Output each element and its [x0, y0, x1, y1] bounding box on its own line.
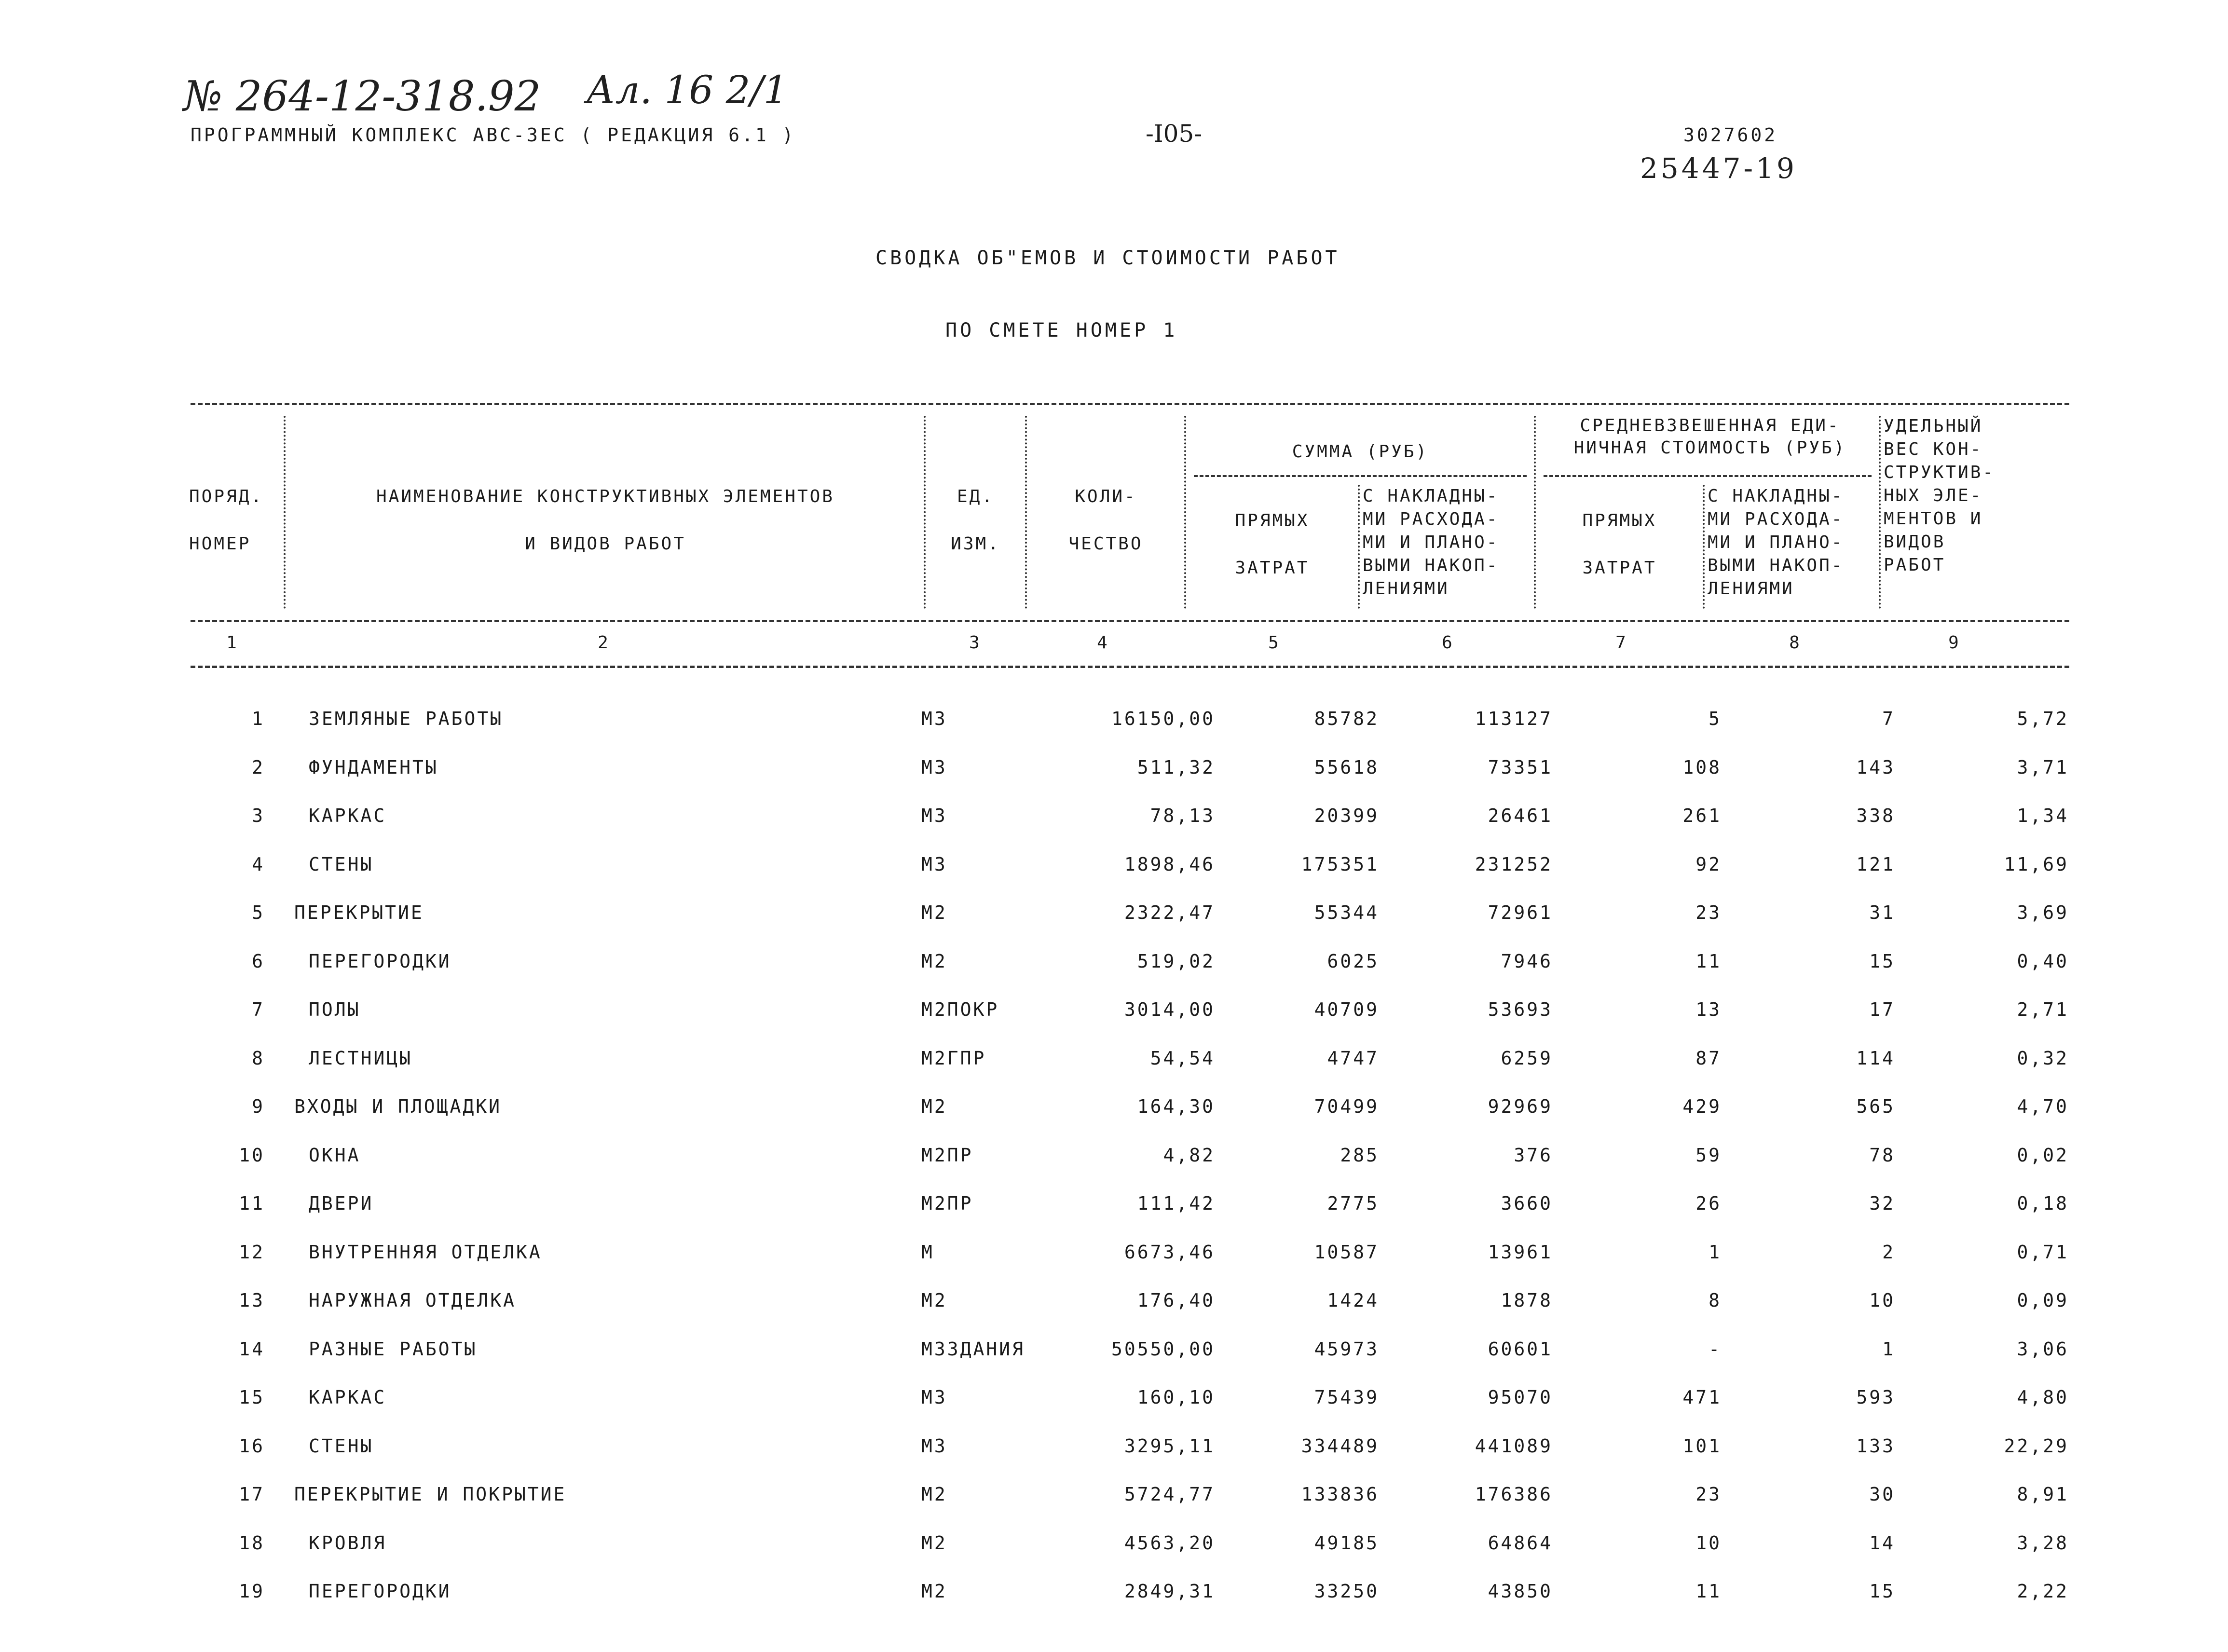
row-overhead-cost: 43850: [1488, 1581, 1553, 1602]
row-weight: 3,71: [2017, 756, 2069, 778]
column-number: 2: [598, 633, 608, 653]
row-overhead-cost: 6259: [1501, 1047, 1553, 1069]
row-unit: М2: [921, 1290, 947, 1311]
row-direct-cost: 55618: [1314, 756, 1379, 778]
document-subtitle: ПО СМЕТЕ НОМЕР 1: [945, 319, 1178, 341]
doc-code: 3027602: [1683, 124, 1778, 146]
row-avg-direct: -: [1709, 1338, 1722, 1360]
row-unit: М2: [921, 1581, 947, 1602]
row-unit: М3ЗДАНИЯ: [921, 1338, 1025, 1360]
table-row: [0, 1048, 2228, 1096]
row-unit: М2ГПР: [921, 1047, 986, 1069]
row-overhead-cost: 7946: [1501, 950, 1553, 972]
table-row: [0, 1484, 2228, 1532]
row-avg-direct: 101: [1682, 1435, 1722, 1457]
row-number: 5: [252, 902, 265, 923]
table-row: [0, 1435, 2228, 1484]
row-direct-cost: 20399: [1314, 805, 1379, 826]
row-name: ПЕРЕГОРОДКИ: [309, 950, 451, 972]
row-number: 4: [252, 853, 265, 875]
row-avg-direct: 1: [1709, 1241, 1722, 1263]
row-avg-overhead: 17: [1869, 999, 1895, 1020]
row-weight: 11,69: [2004, 853, 2069, 875]
table-row: [0, 999, 2228, 1047]
row-number: 16: [239, 1435, 265, 1457]
header-mid-rule: [191, 620, 2069, 622]
row-overhead-cost: 72961: [1488, 902, 1553, 923]
row-avg-overhead: 114: [1856, 1047, 1895, 1069]
row-number: 2: [252, 756, 265, 778]
row-avg-direct: 23: [1695, 902, 1722, 923]
row-avg-direct: 8: [1709, 1290, 1722, 1311]
row-weight: 5,72: [2017, 708, 2069, 729]
row-name: ВНУТРЕННЯЯ ОТДЕЛКА: [309, 1241, 542, 1263]
row-weight: 8,91: [2017, 1484, 2069, 1505]
row-direct-cost: 49185: [1314, 1532, 1379, 1554]
row-unit: М3: [921, 805, 947, 826]
program-header: ПРОГРАММНЫЙ КОМПЛЕКС АВС-3ЕС ( РЕДАКЦИЯ 6.1 ): [191, 124, 796, 146]
row-unit: М2: [921, 1532, 947, 1554]
row-direct-cost: 285: [1340, 1144, 1379, 1166]
row-quantity: 160,10: [1137, 1387, 1215, 1408]
handwritten-ref-mid: Ал. 16 2/1: [586, 68, 788, 112]
row-quantity: 5724,77: [1124, 1484, 1215, 1505]
row-quantity: 164,30: [1137, 1096, 1215, 1117]
row-name: ФУНДАМЕНТЫ: [309, 756, 438, 778]
table-row: [0, 951, 2228, 999]
table-row: [0, 805, 2228, 853]
col-divider: [1358, 485, 1360, 609]
col-header-avg-overhead: С НАКЛАДНЫ- МИ РАСХОДА- МИ И ПЛАНО- ВЫМИ НАКОП- ЛЕНИЯМИ: [1708, 486, 1844, 599]
table-row: [0, 1338, 2228, 1387]
row-name: КАРКАС: [309, 805, 387, 826]
row-direct-cost: 334489: [1301, 1435, 1379, 1457]
handwritten-ref-left: № 264-12-318.92: [183, 72, 541, 121]
row-weight: 3,06: [2017, 1338, 2069, 1360]
row-avg-overhead: 15: [1869, 950, 1895, 972]
row-number: 10: [239, 1144, 265, 1166]
col-header-avg-direct: ПРЯМЫХ ЗАТРАТ: [1582, 511, 1657, 578]
row-avg-overhead: 121: [1856, 853, 1895, 875]
row-direct-cost: 85782: [1314, 708, 1379, 729]
row-overhead-cost: 26461: [1488, 805, 1553, 826]
row-unit: М2: [921, 902, 947, 923]
table-row: [0, 902, 2228, 950]
row-weight: 22,29: [2004, 1435, 2069, 1457]
column-number: 8: [1789, 633, 1800, 653]
row-name: КАРКАС: [309, 1387, 387, 1408]
table-row: [0, 854, 2228, 902]
row-quantity: 111,42: [1137, 1193, 1215, 1214]
row-unit: М3: [921, 853, 947, 875]
col-header-sum-group: СУММА (РУБ): [1292, 442, 1429, 462]
table-row: [0, 1096, 2228, 1144]
col-divider: [1025, 416, 1027, 609]
row-quantity: 3295,11: [1124, 1435, 1215, 1457]
row-quantity: 511,32: [1137, 756, 1215, 778]
row-unit: М3: [921, 708, 947, 729]
row-avg-overhead: 593: [1856, 1387, 1895, 1408]
row-name: ПЕРЕКРЫТИЕ: [294, 902, 424, 923]
row-unit: М2ПР: [921, 1193, 973, 1214]
row-overhead-cost: 176386: [1475, 1484, 1553, 1505]
column-number: 5: [1268, 633, 1279, 653]
row-overhead-cost: 113127: [1475, 708, 1553, 729]
row-avg-direct: 23: [1695, 1484, 1722, 1505]
row-overhead-cost: 3660: [1501, 1193, 1553, 1214]
document-title: СВОДКА ОБ"ЕМОВ И СТОИМОСТИ РАБОТ: [875, 247, 1340, 269]
page-number: -I05-: [1146, 120, 1203, 148]
row-avg-direct: 26: [1695, 1193, 1722, 1214]
row-unit: М2: [921, 1484, 947, 1505]
row-weight: 4,70: [2017, 1096, 2069, 1117]
row-direct-cost: 75439: [1314, 1387, 1379, 1408]
row-avg-overhead: 565: [1856, 1096, 1895, 1117]
handwritten-ref-right: 25447-19: [1640, 152, 1797, 185]
row-number: 3: [252, 805, 265, 826]
row-quantity: 3014,00: [1124, 999, 1215, 1020]
row-weight: 4,80: [2017, 1387, 2069, 1408]
row-number: 9: [252, 1096, 265, 1117]
row-name: РАЗНЫЕ РАБОТЫ: [309, 1338, 478, 1360]
row-number: 8: [252, 1047, 265, 1069]
row-weight: 0,32: [2017, 1047, 2069, 1069]
row-weight: 2,71: [2017, 999, 2069, 1020]
row-unit: М3: [921, 1387, 947, 1408]
row-quantity: 2322,47: [1124, 902, 1215, 923]
row-name: ОКНА: [309, 1144, 361, 1166]
row-name: СТЕНЫ: [309, 1435, 374, 1457]
row-weight: 1,34: [2017, 805, 2069, 826]
row-number: 11: [239, 1193, 265, 1214]
table-row: [0, 1290, 2228, 1338]
col-divider: [924, 416, 926, 609]
row-avg-overhead: 14: [1869, 1532, 1895, 1554]
row-unit: М2: [921, 1096, 947, 1117]
row-avg-direct: 87: [1695, 1047, 1722, 1069]
row-unit: М2ПР: [921, 1144, 973, 1166]
row-quantity: 54,54: [1150, 1047, 1215, 1069]
col-header-direct: ПРЯМЫХ ЗАТРАТ: [1235, 511, 1310, 578]
col-header-weight: УДЕЛЬНЫЙ ВЕС КОН- СТРУКТИВ- НЫХ ЭЛЕ- МЕНТОВ И ВИДОВ РАБОТ: [1884, 416, 1996, 575]
row-unit: М: [921, 1241, 934, 1263]
row-direct-cost: 55344: [1314, 902, 1379, 923]
row-quantity: 6673,46: [1124, 1241, 1215, 1263]
column-number: 9: [1948, 633, 1959, 653]
row-avg-direct: 108: [1682, 756, 1722, 778]
row-direct-cost: 175351: [1301, 853, 1379, 875]
row-direct-cost: 2775: [1327, 1193, 1379, 1214]
row-avg-direct: 10: [1695, 1532, 1722, 1554]
row-name: ЗЕМЛЯНЫЕ РАБОТЫ: [309, 708, 504, 729]
avg-group-rule: [1544, 475, 1872, 477]
row-avg-overhead: 10: [1869, 1290, 1895, 1311]
row-weight: 0,71: [2017, 1241, 2069, 1263]
row-overhead-cost: 231252: [1475, 853, 1553, 875]
row-overhead-cost: 92969: [1488, 1096, 1553, 1117]
row-weight: 2,22: [2017, 1581, 2069, 1602]
row-avg-direct: 429: [1682, 1096, 1722, 1117]
header-top-rule: [191, 403, 2069, 405]
row-avg-overhead: 15: [1869, 1581, 1895, 1602]
col-header-overhead: С НАКЛАДНЫ- МИ РАСХОДА- МИ И ПЛАНО- ВЫМИ НАКОП- ЛЕНИЯМИ: [1363, 486, 1499, 599]
row-overhead-cost: 441089: [1475, 1435, 1553, 1457]
row-quantity: 176,40: [1137, 1290, 1215, 1311]
row-direct-cost: 33250: [1314, 1581, 1379, 1602]
row-name: ПОЛЫ: [309, 999, 361, 1020]
table-row: [0, 1581, 2228, 1629]
row-weight: 3,69: [2017, 902, 2069, 923]
col-divider: [284, 416, 286, 609]
row-avg-direct: 5: [1709, 708, 1722, 729]
row-avg-overhead: 1: [1882, 1338, 1895, 1360]
row-avg-overhead: 133: [1856, 1435, 1895, 1457]
row-avg-overhead: 2: [1882, 1241, 1895, 1263]
row-weight: 0,02: [2017, 1144, 2069, 1166]
row-overhead-cost: 53693: [1488, 999, 1553, 1020]
table-row: [0, 1145, 2228, 1193]
row-direct-cost: 4747: [1327, 1047, 1379, 1069]
row-avg-direct: 471: [1682, 1387, 1722, 1408]
row-avg-overhead: 32: [1869, 1193, 1895, 1214]
column-number: 3: [969, 633, 980, 653]
row-number: 18: [239, 1532, 265, 1554]
row-overhead-cost: 73351: [1488, 756, 1553, 778]
row-quantity: 16150,00: [1111, 708, 1215, 729]
row-weight: 0,40: [2017, 950, 2069, 972]
row-quantity: 1898,46: [1124, 853, 1215, 875]
table-row: [0, 708, 2228, 756]
row-direct-cost: 40709: [1314, 999, 1379, 1020]
column-number: 1: [226, 633, 237, 653]
row-direct-cost: 1424: [1327, 1290, 1379, 1311]
row-overhead-cost: 13961: [1488, 1241, 1553, 1263]
row-number: 6: [252, 950, 265, 972]
col-divider: [1879, 416, 1881, 609]
col-divider: [1184, 416, 1186, 609]
row-avg-direct: 261: [1682, 805, 1722, 826]
row-quantity: 519,02: [1137, 950, 1215, 972]
row-name: КРОВЛЯ: [309, 1532, 387, 1554]
col-header-unit: ЕД. ИЗМ.: [951, 487, 1000, 554]
row-name: СТЕНЫ: [309, 853, 374, 875]
row-number: 17: [239, 1484, 265, 1505]
column-number: 4: [1097, 633, 1107, 653]
row-direct-cost: 45973: [1314, 1338, 1379, 1360]
row-direct-cost: 10587: [1314, 1241, 1379, 1263]
col-header-name: НАИМЕНОВАНИЕ КОНСТРУКТИВНЫХ ЭЛЕМЕНТОВ И ВИДОВ РАБОТ: [376, 487, 834, 554]
row-weight: 3,28: [2017, 1532, 2069, 1554]
row-unit: М3: [921, 1435, 947, 1457]
row-name: ЛЕСТНИЦЫ: [309, 1047, 413, 1069]
table-row: [0, 1532, 2228, 1581]
row-overhead-cost: 95070: [1488, 1387, 1553, 1408]
column-number: 7: [1615, 633, 1626, 653]
row-unit: М3: [921, 756, 947, 778]
col-header-avg-group: СРЕДНЕВЗВЕШЕННАЯ ЕДИ- НИЧНАЯ СТОИМОСТЬ (РУБ): [1573, 416, 1846, 458]
row-quantity: 78,13: [1150, 805, 1215, 826]
row-direct-cost: 70499: [1314, 1096, 1379, 1117]
row-unit: М2ПОКР: [921, 999, 999, 1020]
row-avg-overhead: 338: [1856, 805, 1895, 826]
row-number: 14: [239, 1338, 265, 1360]
row-number: 19: [239, 1581, 265, 1602]
row-overhead-cost: 1878: [1501, 1290, 1553, 1311]
col-divider: [1703, 485, 1705, 609]
row-name: ДВЕРИ: [309, 1193, 374, 1214]
row-unit: М2: [921, 950, 947, 972]
row-name: НАРУЖНАЯ ОТДЕЛКА: [309, 1290, 517, 1311]
row-number: 7: [252, 999, 265, 1020]
row-avg-direct: 13: [1695, 999, 1722, 1020]
row-number: 12: [239, 1241, 265, 1263]
column-number: 6: [1442, 633, 1452, 653]
row-quantity: 2849,31: [1124, 1581, 1215, 1602]
col-header-quantity: КОЛИ- ЧЕСТВО: [1068, 487, 1143, 554]
table-row: [0, 1242, 2228, 1290]
row-avg-overhead: 7: [1882, 708, 1895, 729]
row-avg-overhead: 78: [1869, 1144, 1895, 1166]
row-weight: 0,09: [2017, 1290, 2069, 1311]
row-weight: 0,18: [2017, 1193, 2069, 1214]
row-quantity: 4563,20: [1124, 1532, 1215, 1554]
row-avg-overhead: 30: [1869, 1484, 1895, 1505]
row-avg-direct: 11: [1695, 1581, 1722, 1602]
row-avg-overhead: 143: [1856, 756, 1895, 778]
row-avg-direct: 92: [1695, 853, 1722, 875]
col-divider: [1534, 416, 1536, 609]
row-number: 13: [239, 1290, 265, 1311]
row-overhead-cost: 376: [1514, 1144, 1553, 1166]
row-avg-direct: 59: [1695, 1144, 1722, 1166]
row-avg-overhead: 31: [1869, 902, 1895, 923]
row-number: 15: [239, 1387, 265, 1408]
row-direct-cost: 133836: [1301, 1484, 1379, 1505]
row-direct-cost: 6025: [1327, 950, 1379, 972]
row-overhead-cost: 60601: [1488, 1338, 1553, 1360]
table-row: [0, 757, 2228, 805]
row-quantity: 50550,00: [1111, 1338, 1215, 1360]
row-name: ПЕРЕГОРОДКИ: [309, 1581, 451, 1602]
row-overhead-cost: 64864: [1488, 1532, 1553, 1554]
sum-group-rule: [1194, 475, 1527, 477]
row-quantity: 4,82: [1163, 1144, 1215, 1166]
row-name: ПЕРЕКРЫТИЕ И ПОКРЫТИЕ: [294, 1484, 567, 1505]
row-name: ВХОДЫ И ПЛОЩАДКИ: [294, 1096, 502, 1117]
header-bottom-rule: [191, 666, 2069, 668]
table-row: [0, 1387, 2228, 1435]
col-header-order: ПОРЯД. НОМЕР: [189, 487, 264, 554]
row-number: 1: [252, 708, 265, 729]
table-row: [0, 1193, 2228, 1241]
row-avg-direct: 11: [1695, 950, 1722, 972]
